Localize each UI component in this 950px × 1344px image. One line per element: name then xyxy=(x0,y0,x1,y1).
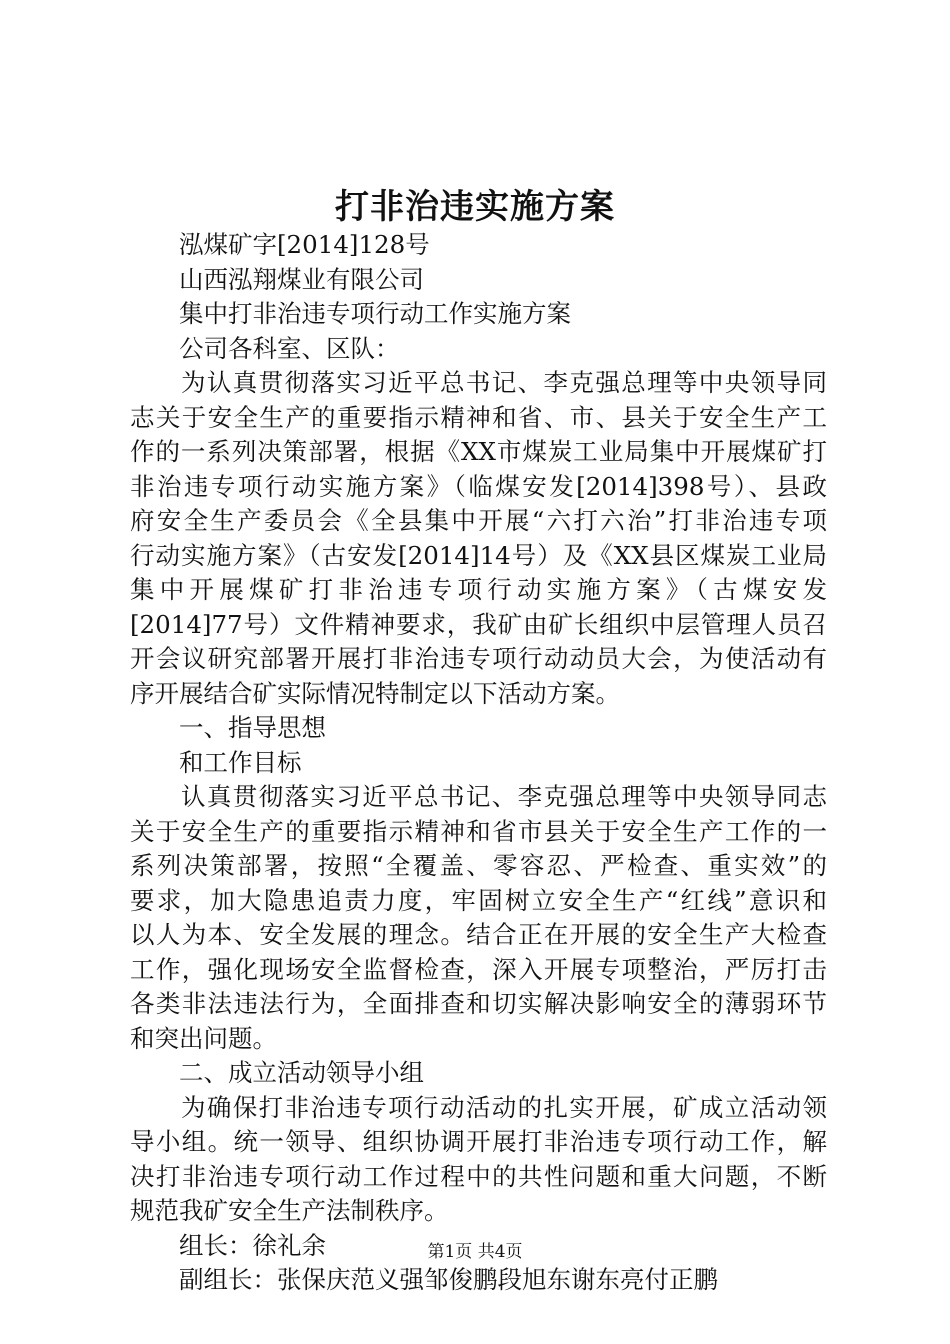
paragraph-line: 行动实施方案》（古安发[2014]14号）及《XX县区煤炭工业局 xyxy=(130,540,827,570)
paragraph-line: 规范我矿安全生产法制秩序。 xyxy=(130,1196,449,1225)
paragraph-line: [2014]77号）文件精神要求，我矿由矿长组织中层管理人员召 xyxy=(130,609,827,639)
paragraph-line: 导小组。统一领导、组织协调开展打非治违专项行动工作，解 xyxy=(130,1127,827,1156)
paragraph-line: 工作，强化现场安全监督检查，深入开展专项整治，严厉打击 xyxy=(130,954,827,984)
page-footer: 第1页 共4页 xyxy=(427,1242,523,1262)
paragraph-line: 以人为本、安全发展的理念。结合正在开展的安全生产大检查 xyxy=(130,920,827,949)
paragraph-line: 序开展结合矿实际情况特制定以下活动方案。 xyxy=(130,678,620,708)
team-leader: 组长：徐礼余 xyxy=(179,1230,326,1260)
paragraph-line: 决打非治违专项行动工作过程中的共性问题和重大问题，不断 xyxy=(130,1161,827,1191)
paragraph-line: 和突出问题。 xyxy=(130,1023,277,1053)
plan-heading: 集中打非治违专项行动工作实施方案 xyxy=(179,299,571,328)
paragraph-line: 开会议研究部署开展打非治违专项行动动员大会，为使活动有 xyxy=(130,644,827,673)
company-name: 山西泓翔煤业有限公司 xyxy=(179,264,424,294)
paragraph-line: 要求，加大隐患追责力度，牢固树立安全生产“红线”意识和 xyxy=(130,885,827,915)
paragraph-line: 认真贯彻落实习近平总书记、李克强总理等中央领导同志 xyxy=(181,782,827,811)
document-body xyxy=(130,228,827,1298)
paragraph-line: 集中开展煤矿打非治违专项行动实施方案》（古煤安发 xyxy=(130,575,827,604)
deputy-leaders: 副组长：张保庆范义强邹俊鹏段旭东谢东亮付正鹏 xyxy=(179,1265,718,1294)
paragraph-line: 各类非法违法行为，全面排查和切实解决影响安全的薄弱环节 xyxy=(130,989,827,1018)
paragraph-line: 关于安全生产的重要指示精神和省市县关于安全生产工作的一 xyxy=(130,816,827,846)
doc-number: 泓煤矿字[2014]128号 xyxy=(179,230,430,259)
section-heading: 一、指导思想 xyxy=(179,713,326,742)
section-heading: 和工作目标 xyxy=(179,747,302,777)
paragraph-line: 为认真贯彻落实习近平总书记、李克强总理等中央领导同 xyxy=(181,368,827,397)
paragraph-line: 为确保打非治违专项行动活动的扎实开展，矿成立活动领 xyxy=(181,1092,827,1122)
paragraph-line: 志关于安全生产的重要指示精神和省、市、县关于安全生产工 xyxy=(130,402,827,432)
paragraph-line: 作的一系列决策部署，根据《XX市煤炭工业局集中开展煤矿打 xyxy=(130,437,827,466)
paragraph-line: 系列决策部署，按照“全覆盖、零容忍、严检查、重实效”的 xyxy=(130,851,827,880)
document-title: 打非治违实施方案 xyxy=(335,187,615,227)
paragraph-line: 非治违专项行动实施方案》（临煤安发[2014]398号）、县政 xyxy=(130,471,827,501)
paragraph-line: 府安全生产委员会《全县集中开展“六打六治”打非治违专项 xyxy=(130,506,827,535)
section-heading: 二、成立活动领导小组 xyxy=(179,1058,424,1087)
addressee: 公司各科室、区队： xyxy=(179,333,400,363)
